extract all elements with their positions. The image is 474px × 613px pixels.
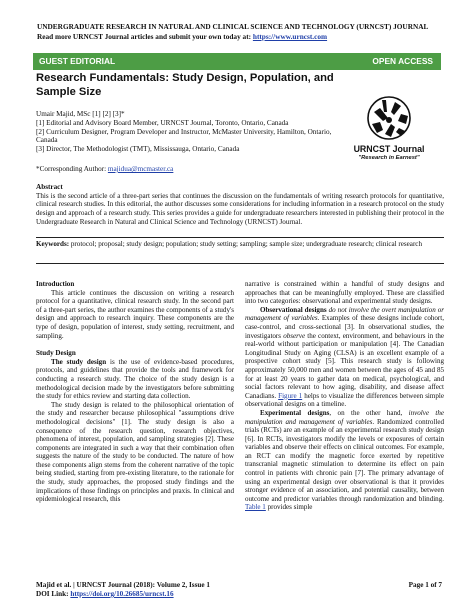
experimental-text-2: . Randomized controlled trials (RCTs) are an example of an experimental research study design [6]. In RCTs, investigators modify the levels or exposures of certain variables and observe their effects on clinical outcomes. For example, an RCT can modify the magnetic force exerted by repetitive transcranial magnetic stimulation to determine its effect on pain control in patients with chronic pain [7]. The primary advantage of using an experimental design over observational is that it provides stronger evidence of an association, and potential causality, between outcome and predictor variables through randomization and blinding.: [245, 417, 444, 503]
article-type-banner: [33, 53, 441, 70]
doi-label: DOI Link:: [36, 590, 71, 598]
divider: [36, 237, 444, 238]
keywords-text: protocol; proposal; study design; population; study setting; sampling; sample size; undergraduate research; clinical research: [69, 240, 422, 248]
figure-1-link[interactable]: Figure 1: [278, 391, 303, 400]
left-column: [36, 280, 234, 504]
corresponding-email-link[interactable]: majidua@mcmaster.ca: [107, 165, 174, 173]
affiliation-3: [3] Director, The Methodologist (TMT), Mississauga, Ontario, Canada: [36, 145, 240, 154]
observational-text-2: the context, environment, and behaviours in the real-world without participation or manipulation [4]. The Canadian Longitudinal Study on Aging (CLSA) is an excellent example of a prospective cohort study [5]. This research study is following approximately 50,000 men and women between the ages of 45 and 85 for at least 20 years to gather data on medical, psychological, and social factors relevant to how aging, disability, and disease affect Canadians.: [245, 331, 444, 400]
introduction-paragraph: This article continues the discussion on writing a research protocol for a quantitative, clinical research study. In the second part of a three-part series, the author examines the components of a study's design and approach to research inquiry. These components are the type of design, population of interest, study setting, recruitment, and sampling.: [36, 288, 234, 340]
author-name: Umair Majid, MSc [1] [2] [3]*: [36, 110, 125, 118]
observational-paragraph: [245, 306, 444, 409]
article-type-label: GUEST EDITORIAL: [39, 56, 116, 66]
page-number: Page 1 of 7: [408, 581, 442, 589]
study-design-paragraph-1: [36, 358, 234, 401]
corresponding-author: [36, 165, 336, 174]
citation-line: Majid et al. | URNCST Journal (2018): Volume 2, Issue 1: [36, 581, 210, 589]
observe-term: observe: [283, 331, 306, 340]
study-design-term: The study design: [51, 357, 107, 366]
article-title: Research Fundamentals: Study Design, Population, and Sample Size: [36, 72, 334, 98]
experimental-term: Experimental designs: [260, 408, 330, 417]
experimental-paragraph: [245, 409, 444, 512]
experimental-text-1: , on the other hand,: [329, 408, 409, 417]
journal-cta: [37, 32, 457, 42]
table-1-link[interactable]: Table 1: [245, 503, 266, 512]
open-access-label: OPEN ACCESS: [372, 56, 433, 66]
footer-citation: [36, 581, 210, 599]
doi-link[interactable]: https://doi.org/10.26685/urncst.16: [70, 590, 174, 598]
author-block: [36, 110, 336, 154]
journal-name: UNDERGRADUATE RESEARCH IN NATURAL AND CLINICAL SCIENCE AND TECHNOLOGY (URNCST) JOURNAL: [37, 22, 429, 31]
logo-tagline: "Research in Earnest": [358, 155, 420, 161]
abstract-text: This is the second article of a three-part series that continues the discussion on the fundamentals of writing research protocols for quantitative, clinical research studies. In this editorial, the author discusses some considerations for including information in a research protocol on the study design and approach of a research study. This series provides a guide for undergraduate researchers interested in publishing their protocol in the Undergraduate Research in Natural and Clinical Science and Technology (URNCST) Journal.: [36, 191, 444, 226]
study-design-paragraph-1-text: is the use of evidence-based procedures, protocols, and guidelines that provide the tools and framework for conducting a research study. The choice of the study design is a methodological decision made by the investigators before submitting the study for ethics review and starting data collection.: [36, 357, 234, 401]
abstract: [36, 183, 444, 227]
continued-paragraph: narrative is constrained within a handful of study designs and approaches that can be meaningfully employed. These are classified into two categories: observational and experimental study designs.: [245, 280, 444, 306]
study-design-heading: Study Design: [36, 349, 76, 358]
doi-line: [36, 590, 210, 599]
affiliation-1: [1] Editorial and Advisory Board Member, URNCST Journal, Toronto, Ontario, Canada: [36, 118, 289, 127]
observational-text-1: . Examples of these designs include cohort, case-control, and cross-sectional [3]. In observational studies, the investigators: [245, 314, 444, 340]
journal-header: [37, 22, 457, 41]
experimental-definition: involve the manipulation and management of variables: [245, 408, 445, 426]
keywords: [36, 240, 444, 249]
introduction-heading: Introduction: [36, 280, 75, 288]
right-column: [245, 280, 444, 512]
corresponding-label: *Corresponding Author:: [36, 165, 108, 173]
keywords-label: Keywords:: [36, 240, 70, 248]
observational-definition: do not involve the overt manipulation or management of variables: [245, 305, 445, 323]
observational-text-3: helps to visualize the differences between simple observational designs on a timeline.: [245, 391, 444, 409]
divider: [36, 263, 444, 264]
logo-wordmark: URNCST Journal: [353, 144, 425, 154]
observational-term: Observational designs: [260, 305, 327, 314]
study-design-paragraph-2: The study design is related to the philosophical orientation of the study and researcher because philosophical "assumptions drive methodological decisions" [1]. The study design is also a consequence of the research question, research objectives, phenomena of interest, population, and sampling strategies [2]. These components are integrated in such a way that their combination often suggests the nature of the study to be conducted. The nature of how these components align stems from the coherent narrative of the topic being studied, starting from pre-existing literature, to the rationale for the study, study approaches, the proposed study findings and the implications of those findings on principles and praxis. In clinical and epidemiological research, this: [36, 400, 234, 504]
journal-cta-text: Read more URNCST Journal articles and submit your own today at:: [37, 31, 253, 41]
experimental-text-3: provides simple: [265, 503, 313, 512]
abstract-heading: Abstract: [36, 183, 63, 191]
affiliation-2: [2] Curriculum Designer, Program Developer and Instructor, McMaster University, Hamilton, Ontario, Canada: [36, 127, 332, 145]
journal-website-link[interactable]: https://www.urncst.com: [252, 31, 328, 41]
urncst-logo: [335, 92, 443, 180]
